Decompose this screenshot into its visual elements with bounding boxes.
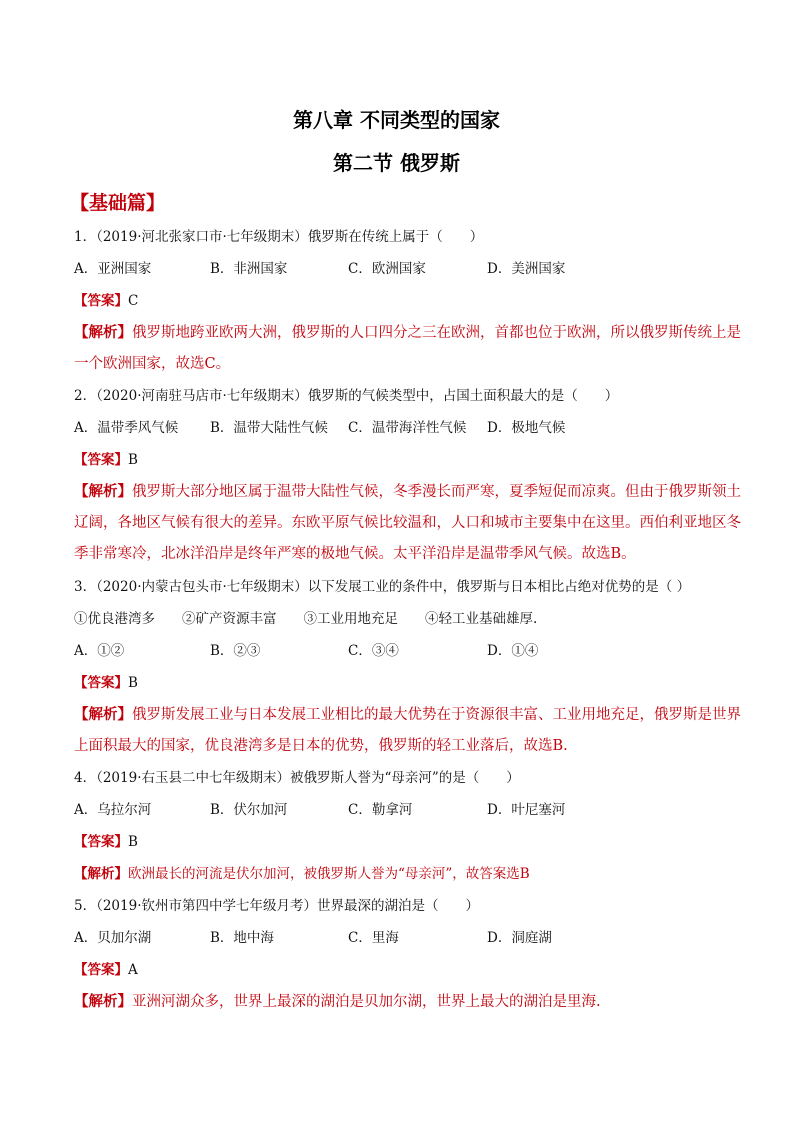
q3-option-b: B．②③ (210, 643, 261, 659)
q4-answer: 【答案】B (74, 834, 138, 850)
q5-analysis-line-1: 【解析】亚洲河湖众多，世界上最深的湖泊是贝加尔湖，世界上最大的湖泊是里海. (74, 993, 601, 1010)
q4-option-a: A．乌拉尔河 (74, 802, 152, 818)
q1-option-b: B．非洲国家 (210, 261, 288, 277)
question-4-stem: 4．（2019·右玉县二中七年级期末）被俄罗斯人誉为“母亲河”的是（ ） (74, 770, 520, 786)
q2-option-c: C．温带海洋性气候 (348, 420, 467, 436)
q3-option-c: C．③④ (348, 643, 399, 659)
basic-section-heading: 【基础篇】 (70, 192, 166, 214)
q3-analysis-line-1: 【解析】俄罗斯发展工业与日本发展工业相比的最大优势在于资源很丰富、工业用地充足，俄罗斯是世界 (74, 706, 741, 723)
question-1-stem: 1．（2019·河北张家口市·七年级期末）俄罗斯在传统上属于（ ） (74, 229, 484, 245)
q3-answer: 【答案】B (74, 675, 138, 691)
q2-analysis-line-2: 辽阔，各地区气候有很大的差异。东欧平原气候比较温和，人口和城市主要集中在这里。西伯利亚地区冬 (74, 515, 741, 531)
q5-answer: 【答案】A (74, 962, 138, 978)
q5-option-b: B．地中海 (210, 930, 274, 946)
q4-option-b: B．伏尔加河 (210, 802, 288, 818)
answer-value: C (128, 293, 139, 309)
question-2-stem: 2．（2020·河南驻马店市·七年级期末）俄罗斯的气候类型中，占国土面积最大的是（ ） (74, 388, 619, 404)
section-subtitle: 第二节 俄罗斯 (333, 151, 460, 175)
q4-analysis-line-1: 【解析】欧洲最长的河流是伏尔加河，被俄罗斯人誉为“母亲河”，故答案选B (74, 866, 530, 882)
q1-answer (74, 292, 138, 310)
answer-tag: 【答案】 (74, 293, 128, 309)
question-5-stem: 5．（2019·钦州市第四中学七年级月考）世界最深的湖泊是（ ） (74, 898, 479, 914)
q3-option-a: A．①② (74, 643, 125, 659)
q2-option-b: B．温带大陆性气候 (210, 420, 328, 436)
q5-option-a: A．贝加尔湖 (74, 930, 152, 946)
q4-option-c: C．勒拿河 (348, 802, 413, 818)
q2-option-a: A．温带季风气候 (74, 420, 179, 436)
q1-analysis-line-2: 一个欧洲国家，故选C。 (74, 356, 231, 372)
q1-option-a: A．亚洲国家 (74, 261, 152, 277)
q1-option-c: C．欧洲国家 (348, 261, 426, 277)
q3-analysis-line-2: 上面积最大的国家，优良港湾多是日本的优势，俄罗斯的轻工业落后，故选B. (74, 738, 568, 754)
q5-option-d: D．洞庭湖 (487, 930, 552, 946)
q2-analysis-line-3: 季非常寒冷，北冰洋沿岸是终年严寒的极地气候。太平洋沿岸是温带季风气候。故选B。 (74, 546, 636, 562)
q2-analysis-line-1: 【解析】俄罗斯大部分地区属于温带大陆性气候，冬季漫长而严寒，夏季短促而凉爽。但由于俄罗斯领土 (74, 483, 741, 500)
q2-option-d: D．极地气候 (487, 420, 566, 436)
q3-conditions: ①优良港湾多 ②矿产资源丰富 ③工业用地充足 ④轻工业基础雄厚. (74, 611, 538, 627)
question-3-stem: 3．（2020·内蒙古包头市·七年级期末）以下发展工业的条件中，俄罗斯与日本相比占绝对优势的是（ ） (74, 579, 691, 595)
q4-option-d: D．叶尼塞河 (487, 802, 566, 818)
chapter-title: 第八章 不同类型的国家 (293, 108, 500, 132)
q3-option-d: D．①④ (487, 643, 539, 659)
q2-answer: 【答案】B (74, 452, 138, 468)
q1-option-d: D．美洲国家 (487, 261, 566, 277)
analysis-tag: 【解析】 (74, 324, 132, 341)
q1-analysis-line-1: 【解析】俄罗斯地跨亚欧两大洲，俄罗斯的人口四分之三在欧洲，首都也位于欧洲，所以俄罗斯传统上是 (74, 324, 741, 341)
q5-option-c: C．里海 (348, 930, 399, 946)
